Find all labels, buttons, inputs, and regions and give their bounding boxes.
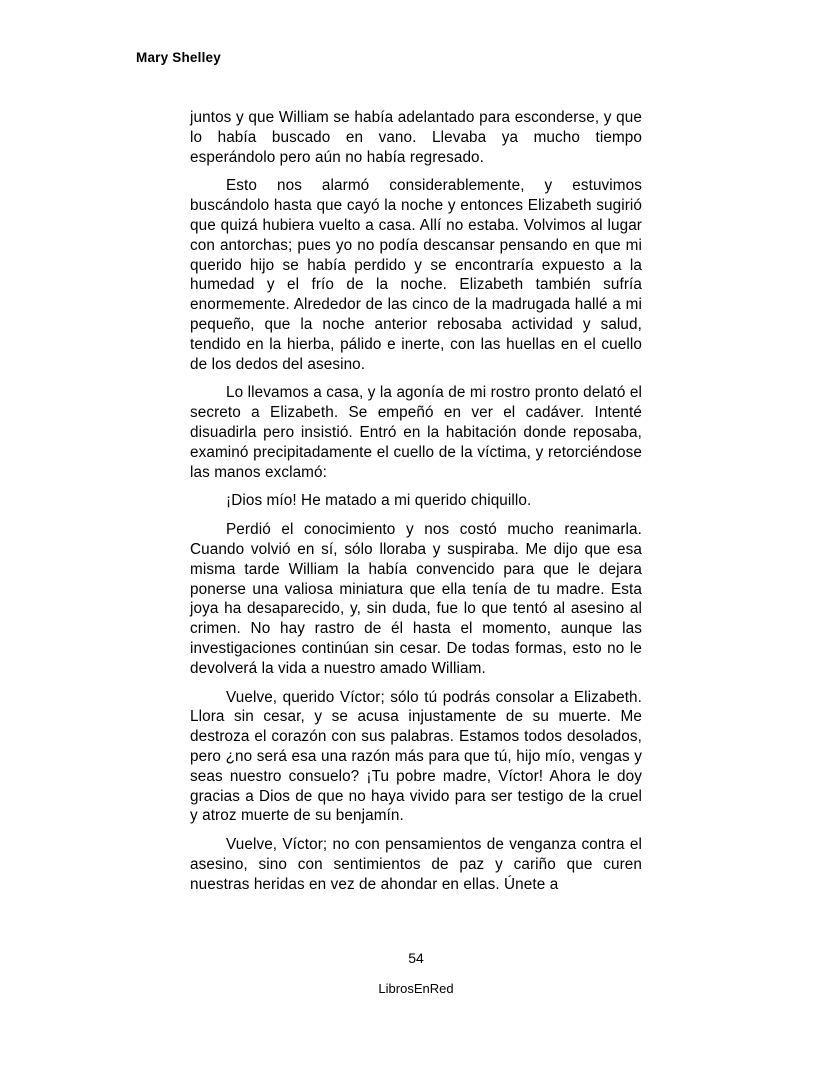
body-text bbox=[190, 108, 642, 903]
running-header-author: Mary Shelley bbox=[136, 50, 221, 65]
paragraph: Lo llevamos a casa, y la agonía de mi rostro pronto delató el secreto a Elizabeth. Se empeñó en ver el cadáver. Intenté disuadirla pero insistió. Entró en la habitación donde reposaba, examinó precipitadamente el cuello de la víctima, y retorciéndose las manos exclamó: bbox=[190, 384, 642, 481]
publisher-name: LibrosEnRed bbox=[378, 981, 454, 996]
paragraph: Perdió el conocimiento y nos costó mucho reanimarla. Cuando volvió en sí, sólo lloraba y suspiraba. Me dijo que esa misma tarde William la había convencido para que le dejara ponerse una valiosa miniatura que ella tenía de tu madre. Esta joya ha desaparecido, y, sin duda, fue lo que tentó al asesino al crimen. No hay rastro de él hasta el momento, aunque las investigaciones continúan sin cesar. De todas formas, esto no le devolverá la vida a nuestro amado William. bbox=[190, 521, 642, 677]
paragraph: ¡Dios mío! He matado a mi querido chiquillo. bbox=[226, 492, 532, 510]
paragraph: juntos y que William se había adelantado para esconderse, y que lo había buscado en vano. Llevaba ya mucho tiempo esperándolo pero aún no había regresado. bbox=[190, 109, 642, 166]
paragraph: Esto nos alarmó considerablemente, y estuvimos buscándolo hasta que cayó la noche y entonces Elizabeth sugirió que quizá hubiera vuelto a casa. Allí no estaba. Volvimos al lugar con antorchas; pues yo no podía descansar pensando en que mi querido hijo se había perdido y se encontraría expuesto a la humedad y el frío de la noche. Elizabeth también sufría enormemente. Alrededor de las cinco de la madrugada hallé a mi pequeño, que la noche anterior rebosaba actividad y salud, tendido en la hierba, pálido e inerte, con las huellas en el cuello de los dedos del asesino. bbox=[190, 177, 642, 373]
paragraph: Vuelve, Víctor; no con pensamientos de venganza contra el asesino, sino con sentimientos de paz y cariño que curen nuestras heridas en vez de ahondar en ellas. Únete a bbox=[190, 836, 642, 893]
page-number: 54 bbox=[408, 950, 424, 966]
paragraph: Vuelve, querido Víctor; sólo tú podrás consolar a Elizabeth. Llora sin cesar, y se acusa injustamente de su muerte. Me destroza el corazón con sus palabras. Estamos todos desolados, pero ¿no será esa una razón más para que tú, hijo mío, vengas y seas nuestro consuelo? ¡Tu pobre madre, Víctor! Ahora le doy gracias a Dios de que no haya vivido para ser testigo de la cruel y atroz muerte de su benjamín. bbox=[190, 688, 642, 825]
